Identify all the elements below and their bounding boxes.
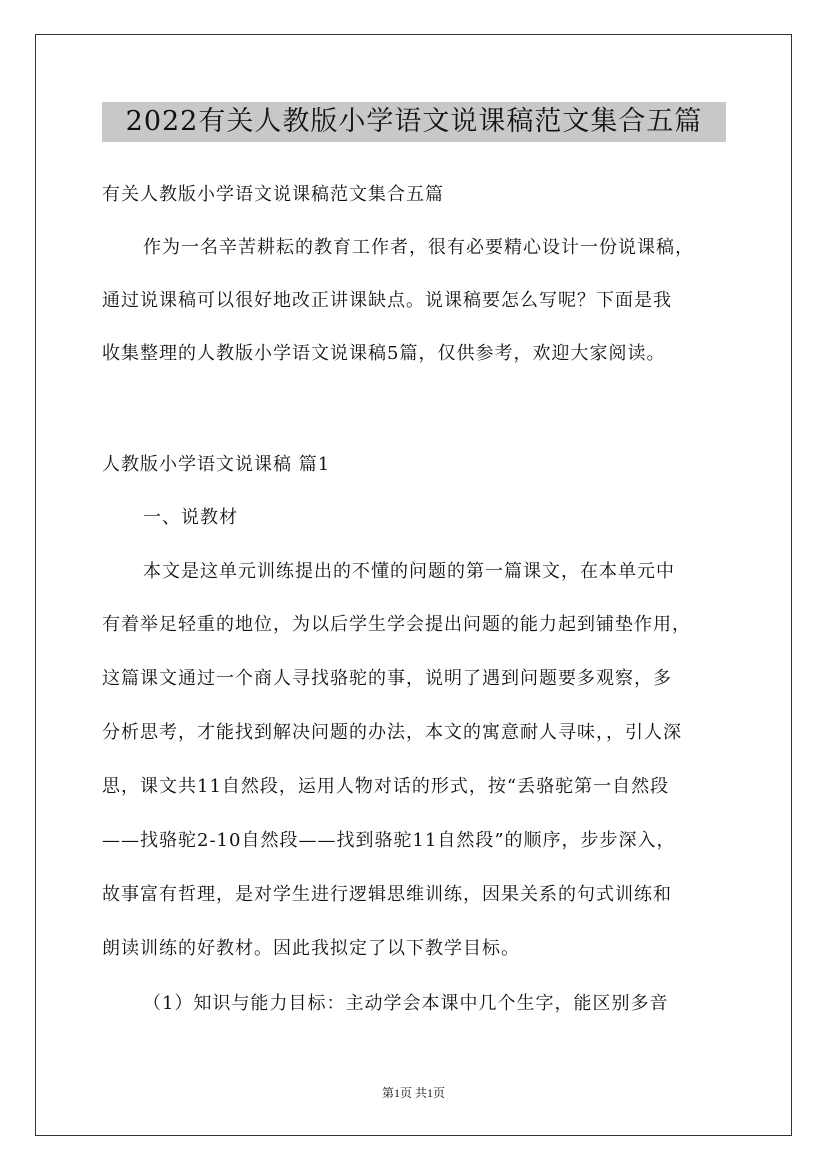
paragraph-line: 收集整理的人教版小学语文说课稿5篇，仅供参考，欢迎大家阅读。 (102, 343, 666, 364)
paragraph-line: 有着举足轻重的地位，为以后学生学会提出问题的能力起到铺垫作用， (102, 614, 691, 635)
paragraph-line: （1）知识与能力目标：主动学会本课中几个生字，能区别多音 (143, 993, 669, 1014)
paragraph-line: 故事富有哲理，是对学生进行逻辑思维训练，因果关系的句式训练和 (102, 884, 672, 905)
section-heading: 人教版小学语文说课稿 篇1 (102, 454, 331, 475)
paragraph-line: ——找骆驼2-10自然段——找到骆驼11自然段”的顺序，步步深入， (102, 830, 676, 851)
paragraph-line: 作为一名辛苦耕耘的教育工作者，很有必要精心设计一份说课稿， (143, 237, 694, 258)
subsection-heading: 一、说教材 (143, 507, 238, 528)
subtitle-line: 有关人教版小学语文说课稿范文集合五篇 (102, 184, 444, 205)
paragraph-line: 本文是这单元训练提出的不懂的问题的第一篇课文，在本单元中 (143, 561, 675, 582)
paragraph-line: 分析思考，才能找到解决问题的办法，本文的寓意耐人寻味，，引人深 (102, 722, 682, 743)
paragraph-line: 朗读训练的好教材。因此我拟定了以下教学目标。 (102, 938, 520, 959)
paragraph-line: 这篇课文通过一个商人寻找骆驼的事，说明了遇到问题要多观察，多 (102, 668, 672, 689)
paragraph-line: 通过说课稿可以很好地改正讲课缺点。说课稿要怎么写呢？下面是我 (102, 290, 672, 311)
document-title: 2022有关人教版小学语文说课稿范文集合五篇 (102, 102, 726, 142)
paragraph-line: 思，课文共11自然段，运用人物对话的形式，按“丢骆驼第一自然段 (102, 776, 670, 797)
page-footer: 第1页 共1页 (381, 1086, 445, 1100)
